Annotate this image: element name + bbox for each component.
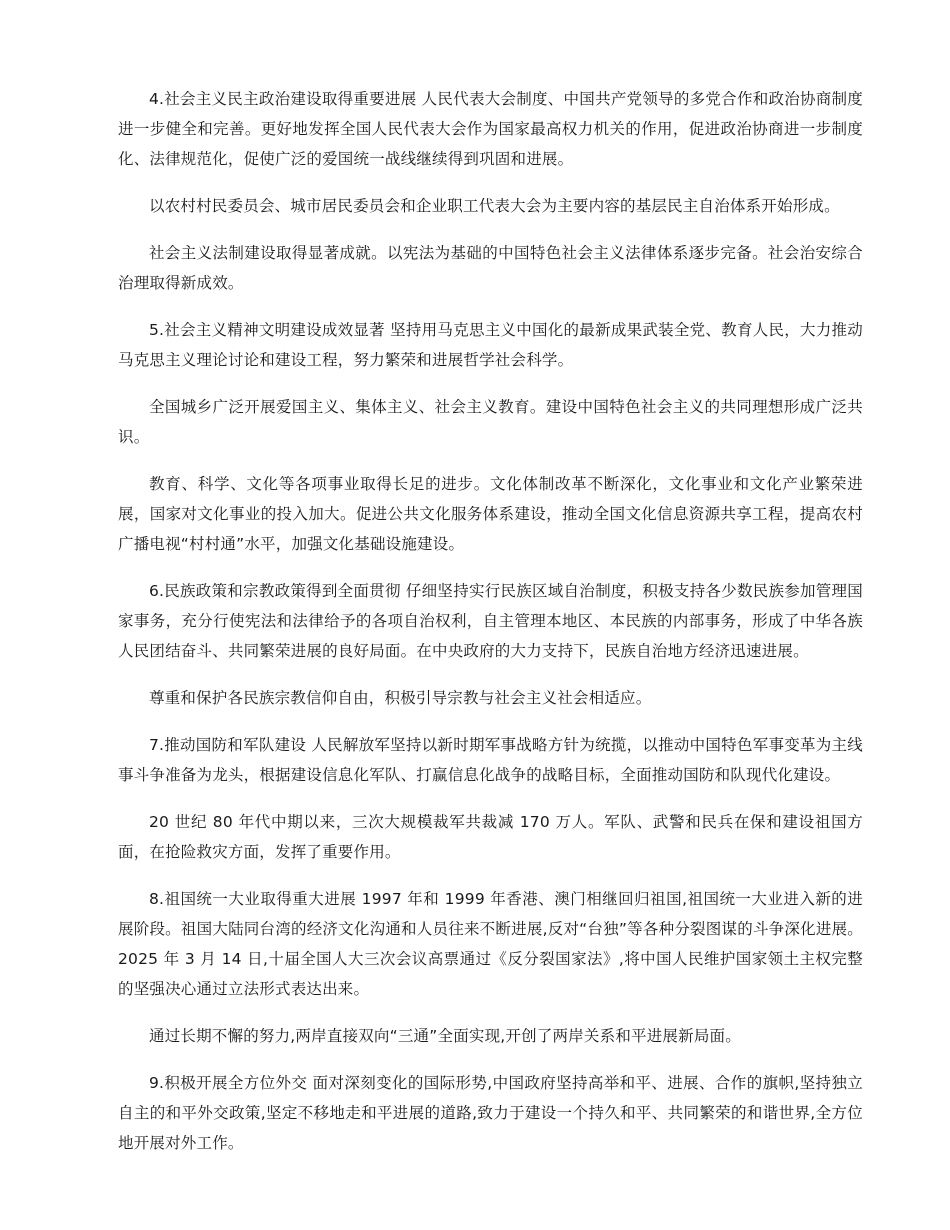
document-page: [118, 84, 863, 1175]
paragraph-grassroots-democracy: 以农村村民委员会、城市居民委员会和企业职工代表大会为主要内容的基层民主自治体系开始形成。: [149, 197, 840, 215]
paragraph-religious-freedom: 尊重和保护各民族宗教信仰自由，积极引导宗教与社会主义社会相适应。: [149, 689, 652, 707]
paragraph-patriotic-education: 全国城乡广泛开展爱国主义、集体主义、社会主义教育。建设中国特色社会主义的共同理想形成广泛共识。: [118, 398, 863, 446]
paragraph-disarmament: 20 世纪 80 年代中期以来，三次大规模裁军共裁减 170 万人。军队、武警和民兵在保和建设祖国方面，在抢险救灾方面，发挥了重要作用。: [118, 813, 863, 861]
paragraph-democracy-heading: 4.社会主义民主政治建设取得重要进展 人民代表大会制度、中国共产党领导的多党合作和政治协商制度进一步健全和完善。更好地发挥全国人民代表大会作为国家最高权力机关的作用，促进政治协商进一步制度化、法律规范化，促使广泛的爱国统一战线继续得到巩固和进展。: [118, 90, 863, 168]
paragraph-legal-system: 社会主义法制建设取得显著成就。以宪法为基础的中国特色社会主义法律体系逐步完备。社会治安综合治理取得新成效。: [118, 244, 863, 292]
paragraph-diplomacy-heading: 9.积极开展全方位外交 面对深刻变化的国际形势,中国政府坚持高举和平、进展、合作的旗帜,坚持独立自主的和平外交政策,坚定不移地走和平进展的道路,致力于建设一个持久和平、共同繁荣的和谐世界,全方位地开展对外工作。: [118, 1074, 863, 1152]
paragraph-spiritual-civilization-heading: 5.社会主义精神文明建设成效显著 坚持用马克思主义中国化的最新成果武装全党、教育人民，大力推动马克思主义理论讨论和建设工程，努力繁荣和进展哲学社会科学。: [118, 321, 863, 369]
paragraph-three-links: 通过长期不懈的努力,两岸直接双向“三通”全面实现,开创了两岸关系和平进展新局面。: [149, 1027, 741, 1045]
paragraph-reunification-heading: 8.祖国统一大业取得重大进展 1997 年和 1999 年香港、澳门相继回归祖国,祖国统一大业进入新的进展阶段。祖国大陆同台湾的经济文化沟通和人员往来不断进展,反对“台独”等各种分裂图谋的斗争深化进展。2025 年 3 月 14 日,十届全国人大三次会议高票通过《反分裂国家法》,将中国人民维护国家领土主权完整的坚强决心通过立法形式表达出来。: [118, 890, 863, 998]
paragraph-ethnic-policy-heading: 6.民族政策和宗教政策得到全面贯彻 仔细坚持实行民族区域自治制度，积极支持各少数民族参加管理国家事务，充分行使宪法和法律给予的各项自治权利，自主管理本地区、本民族的内部事务，形成了中华各族人民团结奋斗、共同繁荣进展的良好局面。在中央政府的大力支持下，民族自治地方经济迅速进展。: [118, 582, 863, 660]
paragraph-culture-education: 教育、科学、文化等各项事业取得长足的进步。文化体制改革不断深化，文化事业和文化产业繁荣进展，国家对文化事业的投入加大。促进公共文化服务体系建设，推动全国文化信息资源共享工程，提高农村广播电视“村村通”水平，加强文化基础设施建设。: [118, 475, 863, 553]
paragraph-national-defense-heading: 7.推动国防和军队建设 人民解放军坚持以新时期军事战略方针为统揽，以推动中国特色军事变革为主线事斗争准备为龙头，根据建设信息化军队、打赢信息化战争的战略目标，全面推动国防和队现代化建设。: [118, 736, 863, 784]
